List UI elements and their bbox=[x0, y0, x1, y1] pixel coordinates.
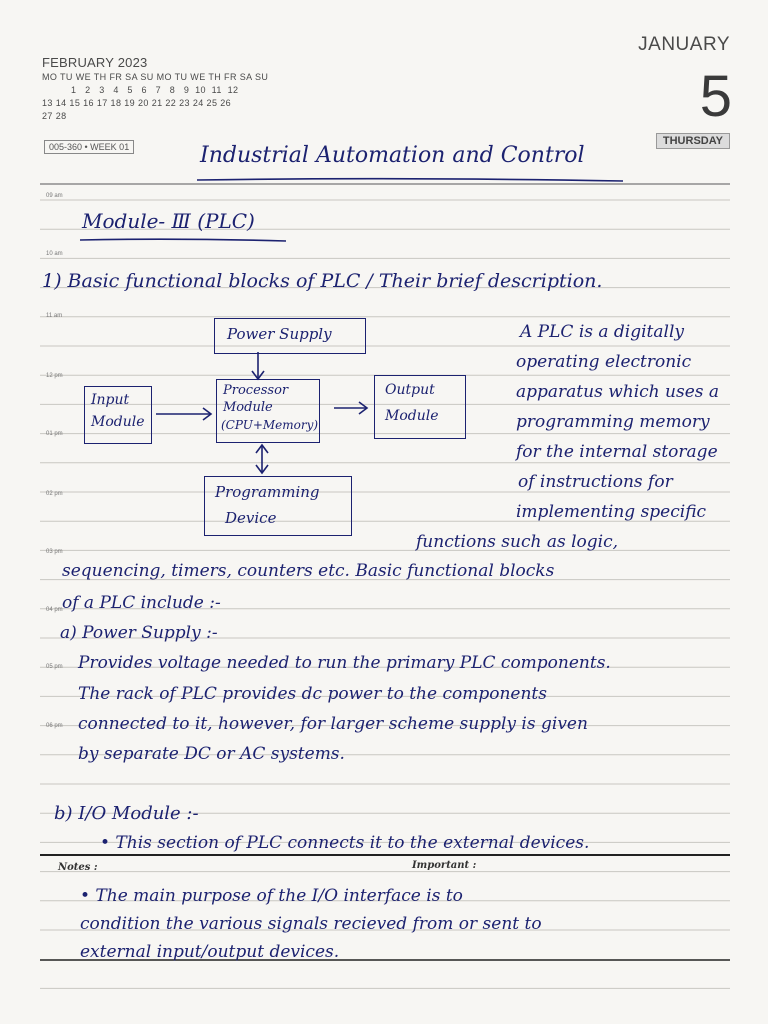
time-mark: 01 pm bbox=[46, 431, 63, 437]
description-line: apparatus which uses a bbox=[516, 382, 720, 402]
paragraph-line: sequencing, timers, counters etc. Basic functional blocks bbox=[62, 561, 555, 581]
programming-device-label: Programming bbox=[215, 483, 320, 501]
description-line: implementing specific bbox=[516, 502, 707, 522]
processor-label: (CPU+Memory) bbox=[221, 418, 319, 432]
time-mark: 06 pm bbox=[46, 723, 63, 729]
time-mark: 05 pm bbox=[46, 664, 63, 670]
time-mark: 04 pm bbox=[46, 607, 63, 613]
page-title: Industrial Automation and Control bbox=[200, 143, 585, 168]
section-b-heading: b) I/O Module :- bbox=[54, 803, 199, 824]
section-c-line: external input/output devices. bbox=[80, 942, 340, 962]
mini-calendar-title: FEBRUARY 2023 bbox=[42, 55, 148, 70]
paragraph-line: of a PLC include :- bbox=[62, 593, 221, 613]
section-c-line: condition the various signals recieved from or sent to bbox=[80, 914, 542, 934]
description-line: operating electronic bbox=[516, 352, 692, 372]
input-module-label: Module bbox=[91, 414, 145, 430]
month-label: JANUARY bbox=[638, 34, 730, 55]
weekday-badge: THURSDAY bbox=[656, 133, 730, 149]
paragraph-line: functions such as logic, bbox=[416, 532, 619, 552]
time-mark: 03 pm bbox=[46, 549, 63, 555]
mini-calendar-row: 1 2 3 4 5 6 7 8 9 10 11 12 bbox=[42, 85, 239, 95]
power-supply-label: Power Supply bbox=[227, 325, 332, 343]
description-line: A PLC is a digitally bbox=[520, 322, 685, 342]
section-b-line: • This section of PLC connects it to the external devices. bbox=[100, 833, 590, 853]
module-heading: Module- Ⅲ (PLC) bbox=[82, 209, 255, 233]
mini-calendar-row: 27 28 bbox=[42, 111, 67, 121]
day-number: 5 bbox=[699, 64, 732, 129]
week-tag: 005-360 • WEEK 01 bbox=[44, 140, 134, 154]
time-mark: 10 am bbox=[46, 251, 63, 257]
processor-label: Module bbox=[223, 400, 273, 415]
section-a-line: connected to it, however, for larger scheme supply is given bbox=[78, 714, 588, 734]
section-a-line: by separate DC or AC systems. bbox=[78, 744, 345, 764]
section-a-line: Provides voltage needed to run the primary PLC components. bbox=[78, 653, 611, 673]
important-label: Important : bbox=[412, 860, 477, 871]
description-line: programming memory bbox=[516, 412, 710, 432]
question-heading: 1) Basic functional blocks of PLC / Their brief description. bbox=[42, 270, 603, 292]
section-a-heading: a) Power Supply :- bbox=[60, 623, 218, 643]
mini-calendar-row: 13 14 15 16 17 18 19 20 21 22 23 24 25 26 bbox=[42, 98, 232, 108]
time-mark: 11 am bbox=[46, 313, 63, 319]
programming-device-label: Device bbox=[225, 509, 277, 527]
processor-label: Processor bbox=[223, 383, 289, 398]
time-mark: 12 pm bbox=[46, 373, 63, 379]
section-c-line: • The main purpose of the I/O interface is to bbox=[80, 886, 463, 906]
input-module-label: Input bbox=[91, 392, 130, 408]
time-mark: 09 am bbox=[46, 193, 63, 199]
output-module-label: Output bbox=[385, 382, 435, 398]
description-line: for the internal storage bbox=[516, 442, 718, 462]
description-line: of instructions for bbox=[518, 472, 673, 492]
time-mark: 02 pm bbox=[46, 491, 63, 497]
notes-label: Notes : bbox=[58, 862, 98, 873]
output-module-label: Module bbox=[385, 408, 439, 424]
mini-calendar-weekdays: MO TU WE TH FR SA SU MO TU WE TH FR SA SU bbox=[42, 72, 269, 82]
section-a-line: The rack of PLC provides dc power to the components bbox=[78, 684, 547, 704]
